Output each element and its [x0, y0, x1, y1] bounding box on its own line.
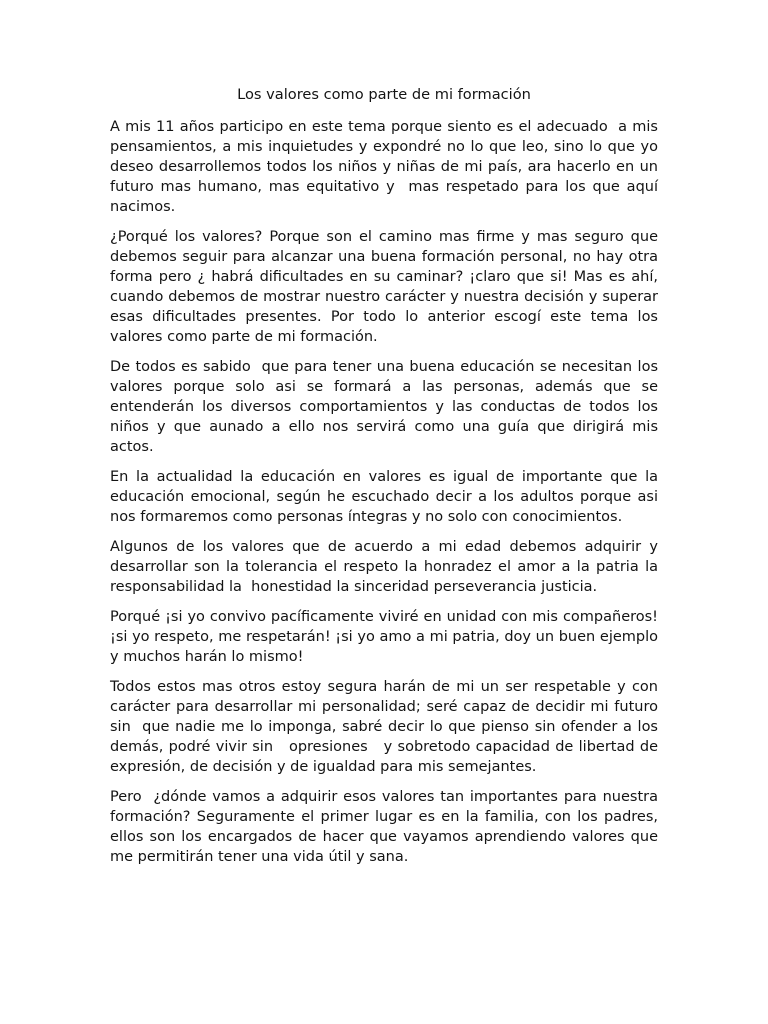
paragraph-2: ¿Porqué los valores? Porque son el camino mas firme y mas seguro que debemos seguir para alcanzar una buena formación personal, no hay otra forma pero ¿ habrá dificultades en su caminar? ¡claro que si! Mas es ahí, cuando debemos de mostrar nuestro carácter y nuestra decisión y superar esas dificultades presentes. Por todo lo anterior escogí este tema los valores como parte de mi formación. [110, 229, 663, 345]
paragraph-7: Todos estos mas otros estoy segura harán de mi un ser respetable y con carácter para desarrollar mi personalidad; seré capaz de decidir mi futuro sin que nadie me lo imponga, sabré decir lo que pienso sin ofender a los demás, podré vivir sin opresiones y sobretodo capacidad de libertad de expresión, de decisión y de igualdad para mis semejantes. [110, 679, 663, 775]
paragraph-1: A mis 11 años participo en este tema porque siento es el adecuado a mis pensamientos, a mis inquietudes y expondré no lo que leo, sino lo que yo deseo desarrollemos todos los niños y niñas de mi país, ara hacerlo en un futuro mas humano, mas equitativo y mas respetado para los que aquí nacimos. [110, 119, 663, 215]
paragraph-5: Algunos de los valores que de acuerdo a mi edad debemos adquirir y desarrollar son la tolerancia el respeto la honradez el amor a la patria la responsabilidad la honestidad la sinceridad perseverancia justicia. [110, 539, 663, 595]
paragraph-8: Pero ¿dónde vamos a adquirir esos valores tan importantes para nuestra formación? Seguramente el primer lugar es en la familia, con los padres, ellos son los encargados de hacer que vayamos aprendiendo valores que me permitirán tener una vida útil y sana. [110, 789, 663, 865]
document-title: Los valores como parte de mi formación [237, 86, 531, 103]
document-body [110, 117, 663, 877]
paragraph-4: En la actualidad la educación en valores es igual de importante que la educación emocional, según he escuchado decir a los adultos porque asi nos formaremos como personas íntegras y no solo con conocimientos. [110, 469, 663, 525]
paragraph-6: Porqué ¡si yo convivo pacíficamente viviré en unidad con mis compañeros! ¡si yo respeto, me respetarán! ¡si yo amo a mi patria, doy un buen ejemplo y muchos harán lo mismo! [110, 609, 663, 665]
paragraph-3: De todos es sabido que para tener una buena educación se necesitan los valores porque solo asi se formará a las personas, además que se entenderán los diversos comportamientos y las conductas de todos los niños y que aunado a ello nos servirá como una guía que dirigirá mis actos. [110, 359, 663, 455]
